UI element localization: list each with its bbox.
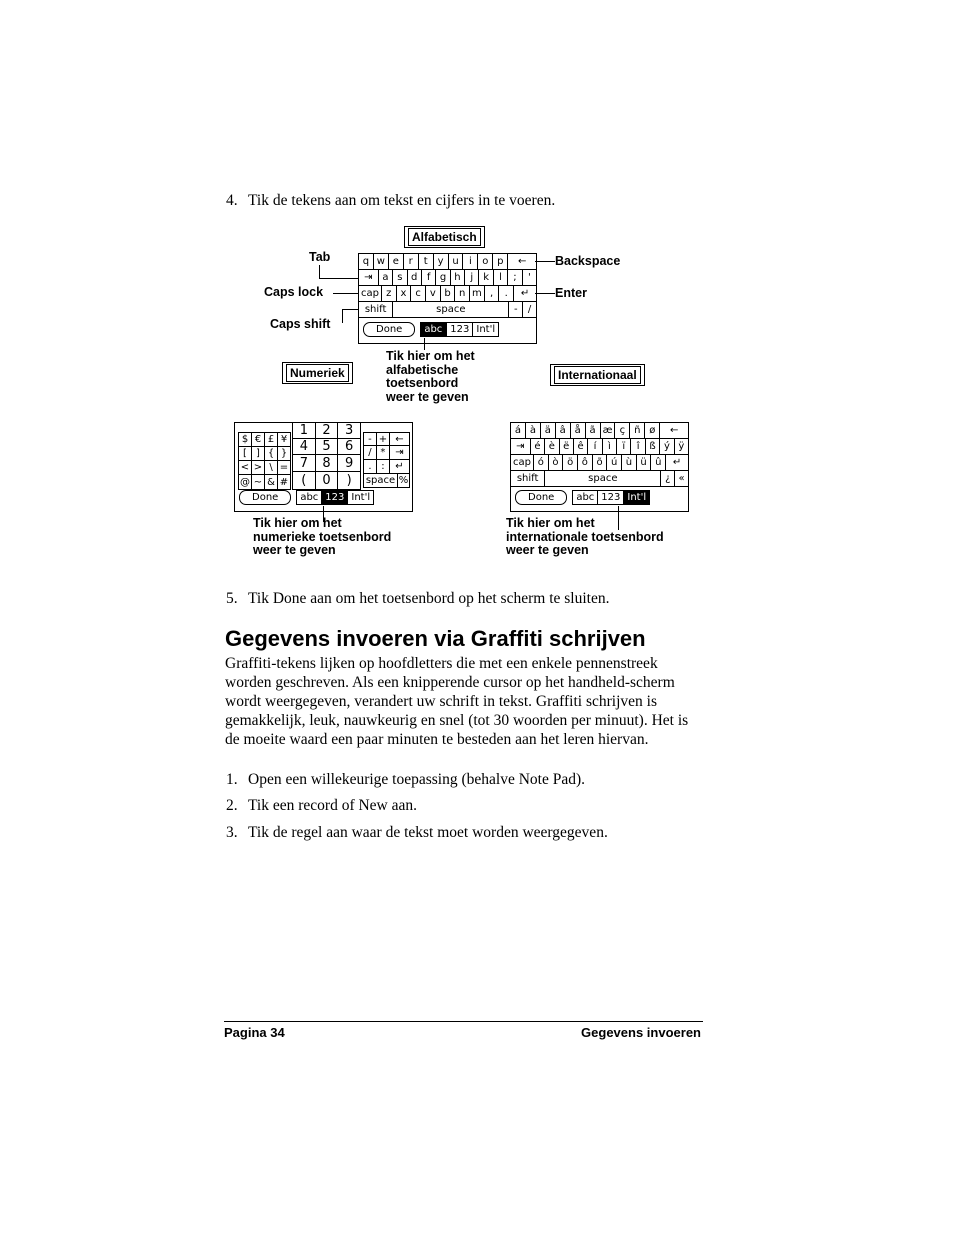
- key-7[interactable]: 7: [293, 455, 316, 472]
- key-a-circumflex[interactable]: â: [556, 423, 571, 439]
- key-5[interactable]: 5: [316, 439, 339, 455]
- key-guillemet[interactable]: «: [675, 471, 688, 487]
- backspace-key-icon[interactable]: ←: [390, 433, 409, 446]
- enter-key-icon[interactable]: ↵: [514, 286, 536, 302]
- callout-tab: Tab: [309, 250, 331, 264]
- backspace-key-icon[interactable]: ←: [660, 423, 688, 439]
- key-rbracket[interactable]: ]: [252, 447, 265, 461]
- tab-key-icon[interactable]: ⇥: [511, 439, 531, 455]
- key-q[interactable]: q: [359, 254, 374, 270]
- key-r[interactable]: r: [404, 254, 419, 270]
- key-8[interactable]: 8: [316, 455, 339, 472]
- callout-caps-shift: Caps shift: [270, 317, 331, 331]
- alpha-row-3: [359, 286, 536, 302]
- key-lparen[interactable]: (: [293, 472, 316, 490]
- key-less[interactable]: <: [239, 461, 252, 475]
- numeric-mode-button[interactable]: 123: [446, 322, 473, 337]
- key-lbracket[interactable]: [: [239, 447, 252, 461]
- key-w[interactable]: w: [374, 254, 389, 270]
- key-o[interactable]: o: [478, 254, 493, 270]
- key-o-slash[interactable]: ø: [645, 423, 660, 439]
- key-i[interactable]: i: [463, 254, 478, 270]
- key-a-grave[interactable]: à: [526, 423, 541, 439]
- callout-num-caption: Tik hier om het numerieke toetsenbord weer te geven: [253, 516, 392, 557]
- key-b[interactable]: b: [441, 286, 456, 302]
- digit-keys: [292, 423, 361, 490]
- key-comma[interactable]: ,: [485, 286, 500, 302]
- callout-caps-lock: Caps lock: [264, 285, 324, 299]
- key-4[interactable]: 4: [293, 439, 316, 455]
- done-button[interactable]: Done: [515, 490, 567, 505]
- shift-key[interactable]: shift: [359, 302, 393, 318]
- key-g[interactable]: g: [436, 270, 450, 286]
- key-6[interactable]: 6: [338, 439, 360, 455]
- key-1[interactable]: 1: [293, 423, 316, 439]
- step-number: 5.: [226, 590, 238, 607]
- key-tilde[interactable]: ~: [252, 475, 265, 489]
- key-inverted-question[interactable]: ¿: [661, 471, 675, 487]
- key-o-acute[interactable]: ó: [534, 455, 549, 471]
- step-text: Tik een record of New aan.: [248, 797, 418, 814]
- key-percent[interactable]: %: [398, 475, 409, 486]
- key-u[interactable]: u: [449, 254, 464, 270]
- key-m[interactable]: m: [470, 286, 485, 302]
- key-colon[interactable]: :: [377, 460, 390, 474]
- shift-key[interactable]: shift: [511, 471, 545, 487]
- key-y-acute[interactable]: ý: [660, 439, 674, 455]
- section-step-2: [226, 796, 417, 816]
- key-o-circumflex[interactable]: ô: [578, 455, 593, 471]
- step-number: 4.: [226, 192, 238, 209]
- key-period[interactable]: .: [499, 286, 514, 302]
- key-h[interactable]: h: [451, 270, 465, 286]
- key-u-circumflex[interactable]: û: [651, 455, 666, 471]
- key-ampersand[interactable]: &: [265, 475, 278, 489]
- alpha-row-1: [359, 254, 536, 270]
- key-0[interactable]: 0: [316, 472, 339, 490]
- numeric-keyboard: [234, 422, 413, 512]
- step-number: 2.: [226, 797, 238, 814]
- key-e-grave[interactable]: è: [545, 439, 559, 455]
- tab-key-icon[interactable]: ⇥: [390, 446, 409, 460]
- space-key[interactable]: space: [364, 474, 398, 487]
- footer-page-number: Pagina 34: [224, 1025, 285, 1040]
- key-n[interactable]: n: [455, 286, 470, 302]
- key-l[interactable]: l: [494, 270, 508, 286]
- intl-row-4: [511, 471, 688, 487]
- section-paragraph: Graffiti-tekens lijken op hoofdletters die met een enkele pennenstreek worden geschreven. Als een knipperende cursor op het handheld-scherm wordt weergegeven, verandert uw schrift in tekst. Graffiti schrijven is gemakkelijk, leuk, nauwkeurig en snel (tot 30 woorden per minuut). Het is de moeite waard een paar minuten te besteden aan het leren hiervan.: [225, 655, 689, 748]
- key-e-acute[interactable]: é: [531, 439, 545, 455]
- operator-keys: [363, 432, 410, 488]
- key-o-umlaut[interactable]: ö: [563, 455, 578, 471]
- intl-row-1: [511, 423, 688, 439]
- key-9[interactable]: 9: [338, 455, 360, 472]
- key-3[interactable]: 3: [338, 423, 360, 439]
- abc-mode-button[interactable]: abc: [420, 322, 446, 337]
- key-i-acute[interactable]: í: [588, 439, 602, 455]
- key-c-cedilla[interactable]: ç: [615, 423, 630, 439]
- footer-rule: [224, 1021, 703, 1022]
- key-z[interactable]: z: [382, 286, 397, 302]
- numeric-mode-button[interactable]: 123: [597, 490, 624, 505]
- key-period[interactable]: .: [364, 460, 377, 474]
- step-text: Tik de tekens aan om tekst en cijfers in te voeren.: [248, 192, 556, 209]
- key-ae[interactable]: æ: [601, 423, 616, 439]
- symbol-keys: [238, 432, 291, 490]
- label-alfabetisch: Alfabetisch: [404, 226, 485, 248]
- numeric-mode-button[interactable]: 123: [321, 490, 348, 505]
- key-v[interactable]: v: [426, 286, 441, 302]
- key-a-tilde[interactable]: ã: [586, 423, 601, 439]
- enter-key-icon[interactable]: ↵: [666, 455, 688, 471]
- intl-button-row: [515, 490, 650, 505]
- step-number: 3.: [226, 824, 238, 841]
- key-minus[interactable]: -: [509, 302, 523, 318]
- key-at[interactable]: @: [240, 476, 250, 488]
- intl-row-3: [511, 455, 688, 471]
- key-e-circumflex[interactable]: ê: [574, 439, 588, 455]
- intl-mode-button[interactable]: Int'l: [347, 490, 374, 505]
- key-plus[interactable]: +: [377, 433, 390, 446]
- international-keyboard: [510, 422, 689, 512]
- alpha-row-4: [359, 302, 536, 318]
- key-semicolon[interactable]: ;: [508, 270, 522, 286]
- key-i-circumflex[interactable]: î: [631, 439, 645, 455]
- label-internationaal: Internationaal: [550, 364, 645, 386]
- key-minus[interactable]: -: [364, 433, 377, 446]
- key-k[interactable]: k: [479, 270, 493, 286]
- alpha-button-row: [363, 322, 499, 337]
- key-yen[interactable]: ¥: [278, 433, 290, 447]
- alphabetic-keyboard: [358, 253, 537, 344]
- key-rbrace[interactable]: }: [278, 447, 290, 461]
- key-i-grave[interactable]: ì: [603, 439, 617, 455]
- key-p[interactable]: p: [493, 254, 508, 270]
- key-y[interactable]: y: [434, 254, 449, 270]
- numeric-button-row: [239, 490, 374, 505]
- key-slash[interactable]: /: [364, 446, 377, 460]
- key-a-acute[interactable]: á: [511, 423, 526, 439]
- intl-row-2: [511, 439, 688, 455]
- step-text: Tik Done aan om het toetsenbord op het scherm te sluiten.: [248, 590, 610, 607]
- key-hash[interactable]: #: [279, 476, 289, 488]
- abc-mode-button[interactable]: abc: [572, 490, 598, 505]
- key-j[interactable]: j: [465, 270, 479, 286]
- key-s[interactable]: s: [393, 270, 407, 286]
- key-apostrophe[interactable]: ': [523, 270, 536, 286]
- key-greater[interactable]: >: [252, 461, 265, 475]
- done-button[interactable]: Done: [239, 490, 291, 505]
- step-number: 1.: [226, 771, 238, 788]
- key-e[interactable]: e: [389, 254, 404, 270]
- label-numeriek: Numeriek: [282, 362, 353, 384]
- key-u-acute[interactable]: ú: [607, 455, 622, 471]
- key-euro[interactable]: €: [252, 433, 265, 447]
- alpha-row-2: [359, 270, 536, 286]
- key-slash[interactable]: /: [523, 302, 536, 318]
- key-y-umlaut[interactable]: ÿ: [675, 439, 688, 455]
- key-e-umlaut[interactable]: ë: [560, 439, 574, 455]
- key-dollar[interactable]: $: [239, 433, 252, 447]
- key-a-ring[interactable]: å: [571, 423, 586, 439]
- key-equals[interactable]: =: [279, 462, 289, 473]
- key-sharp-s[interactable]: ß: [646, 439, 660, 455]
- key-asterisk[interactable]: *: [377, 446, 390, 460]
- backspace-key-icon[interactable]: ←: [508, 254, 536, 270]
- caps-lock-key[interactable]: cap: [359, 286, 382, 302]
- callout-alpha-caption: Tik hier om het alfabetische toetsenbord weer te geven: [386, 349, 475, 404]
- callout-backspace: Backspace: [555, 254, 621, 268]
- enter-key-icon[interactable]: ↵: [390, 460, 409, 474]
- key-u-umlaut[interactable]: ü: [637, 455, 652, 471]
- section-heading: Gegevens invoeren via Graffiti schrijven: [225, 626, 646, 651]
- key-a[interactable]: a: [379, 270, 393, 286]
- key-x[interactable]: x: [397, 286, 412, 302]
- intl-mode-button[interactable]: Int'l: [623, 490, 650, 505]
- key-n-tilde[interactable]: ñ: [630, 423, 645, 439]
- space-key[interactable]: space: [545, 471, 661, 487]
- step-text: Open een willekeurige toepassing (behalve Note Pad).: [248, 771, 586, 788]
- key-d[interactable]: d: [408, 270, 422, 286]
- callout-enter: Enter: [555, 286, 587, 300]
- key-i-umlaut[interactable]: ï: [617, 439, 631, 455]
- done-button[interactable]: Done: [363, 322, 415, 337]
- key-o-tilde[interactable]: õ: [593, 455, 608, 471]
- abc-mode-button[interactable]: abc: [296, 490, 322, 505]
- step-text: Tik de regel aan waar de tekst moet worden weergegeven.: [248, 824, 608, 841]
- key-t[interactable]: t: [419, 254, 434, 270]
- callout-intl-caption: Tik hier om het internationale toetsenbord weer te geven: [506, 516, 664, 557]
- tab-key-icon[interactable]: ⇥: [359, 270, 379, 286]
- key-backslash[interactable]: \: [265, 461, 278, 475]
- key-2[interactable]: 2: [316, 423, 339, 439]
- key-rparen[interactable]: ): [338, 472, 360, 490]
- key-a-umlaut[interactable]: ä: [541, 423, 556, 439]
- caps-lock-key[interactable]: cap: [511, 455, 534, 471]
- space-key[interactable]: space: [393, 302, 509, 318]
- key-u-grave[interactable]: ù: [622, 455, 637, 471]
- footer-chapter-title: Gegevens invoeren: [581, 1025, 701, 1040]
- key-lbrace[interactable]: {: [265, 447, 278, 461]
- step-4: [226, 191, 555, 211]
- intl-mode-button[interactable]: Int'l: [472, 322, 499, 337]
- key-pound[interactable]: £: [265, 433, 278, 447]
- section-step-3: [226, 823, 608, 843]
- section-step-1: [226, 770, 585, 790]
- key-c[interactable]: c: [411, 286, 426, 302]
- key-o-grave[interactable]: ò: [549, 455, 564, 471]
- step-5: [226, 589, 609, 609]
- key-f[interactable]: f: [422, 270, 436, 286]
